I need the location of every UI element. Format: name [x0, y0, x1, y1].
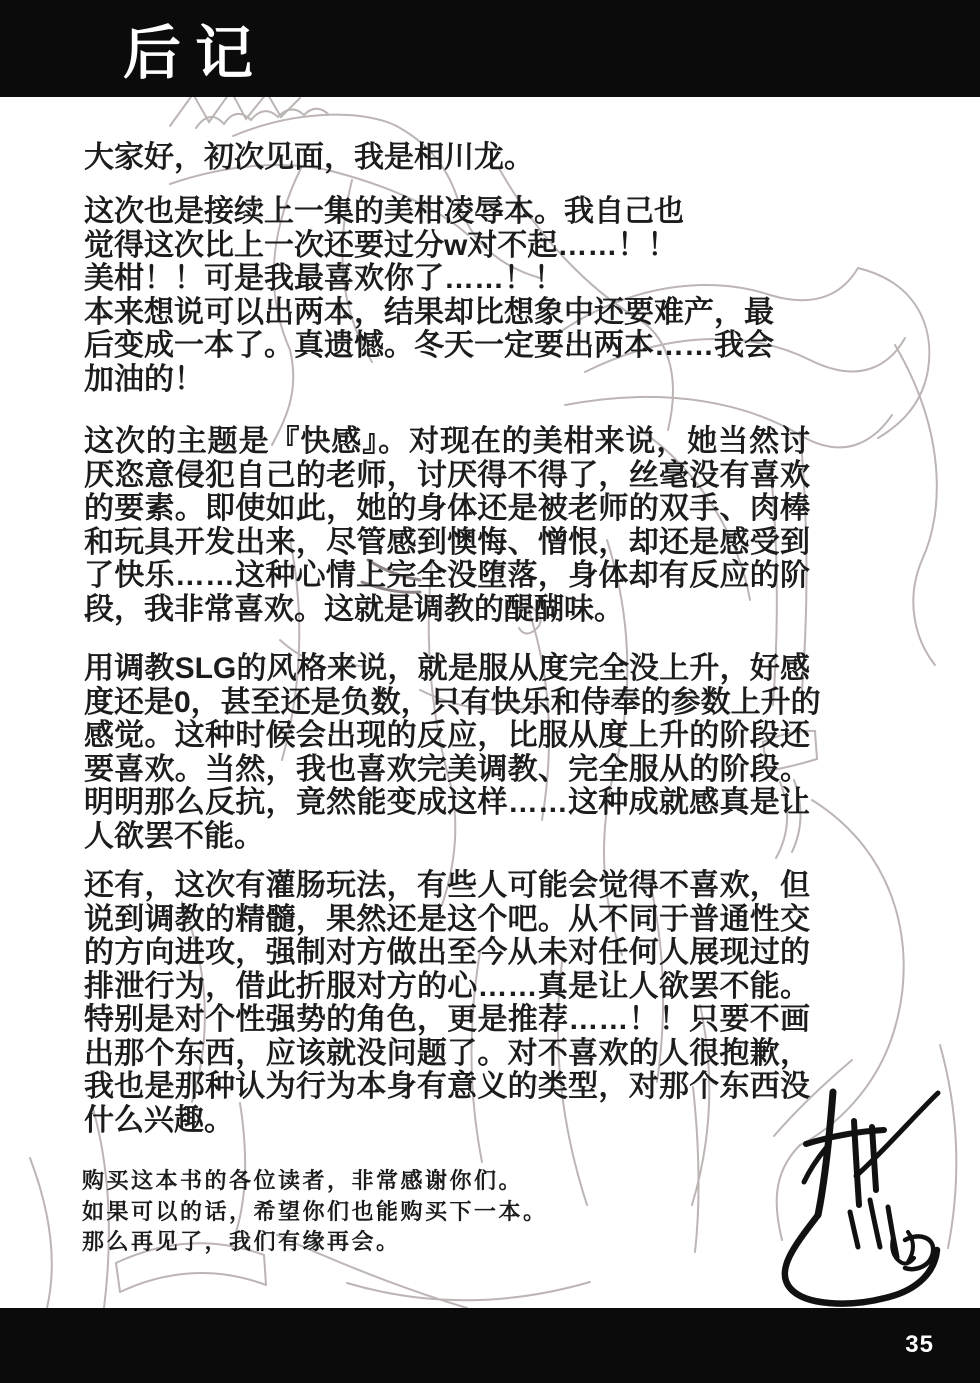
- afterword-line: 用调教SLG的风格来说，就是服从度完全没上升，好感: [84, 652, 810, 685]
- afterword-line: 要喜欢。当然，我也喜欢完美调教、完全服从的阶段。: [84, 752, 810, 786]
- afterword-line: 和玩具开发出来，尽管感到懊悔、憎恨，却还是感受到: [84, 525, 810, 559]
- afterword-line: 段，我非常喜欢。这就是调教的醍醐味。: [84, 592, 624, 626]
- afterword-line: 感觉。这种时候会出现的反应，比服从度上升的阶段还: [84, 719, 810, 752]
- sketch-knee-curve: [347, 1282, 590, 1300]
- afterword-line: 度还是0，甚至还是负数，只有快乐和侍奉的参数上升的: [84, 685, 821, 719]
- afterword-line: 什么兴趣。: [84, 1103, 234, 1137]
- afterword-line: 美柑！！可是我最喜欢你了……！！: [84, 262, 564, 295]
- afterword-line: 特别是对个性强势的角色，更是推荐……！！只要不画: [84, 1003, 810, 1036]
- page-number: 35: [905, 1331, 934, 1358]
- afterword-line: 出那个东西，应该就没问题了。对不喜欢的人很抱歉，: [84, 1036, 810, 1070]
- afterword-line: 厌恣意侵犯自己的老师，讨厌得不得了，丝毫没有喜欢: [84, 458, 810, 492]
- afterword-line: 的方向进攻，强制对方做出至今从未对任何人展现过的: [84, 936, 810, 969]
- afterword-line: 如果可以的话，希望你们也能购买下一本。: [82, 1198, 548, 1224]
- paragraph-theme: [84, 425, 810, 626]
- afterword-line: 排泄行为，借此折服对方的心……真是让人欲罢不能。: [84, 969, 810, 1003]
- afterword-line: 本来想说可以出两本，结果却比想象中还要难产，最: [84, 295, 774, 329]
- header-bar: [0, 0, 980, 97]
- sketch-hair-strand-long: [895, 345, 937, 665]
- sketch-arm-line: [30, 1158, 52, 1308]
- afterword-line: 人欲罢不能。: [84, 819, 264, 853]
- signature-stroke-kawa2: [870, 1200, 880, 1247]
- paragraph-greeting: [84, 141, 810, 175]
- paragraph-intro: [84, 195, 810, 396]
- paragraph-slg: [84, 652, 821, 853]
- afterword-line: 这次的主题是『快感』。对现在的美柑来说，她当然讨: [84, 425, 810, 458]
- afterword-line: 加油的！: [84, 362, 204, 396]
- afterword-line: 说到调教的精髓，果然还是这个吧。从不同于普通性交: [84, 902, 810, 936]
- afterword-line: 觉得这次比上一次还要过分w对不起……！！: [84, 228, 678, 262]
- afterword-line: 的要素。即使如此，她的身体还是被老师的双手、肉棒: [84, 492, 810, 525]
- afterword-line: 我也是那种认为行为本身有意义的类型，对那个东西没: [84, 1070, 810, 1103]
- afterword-line: 后变成一本了。真遗憾。冬天一定要出两本……我会: [84, 329, 774, 362]
- afterword-line: 明明那么反抗，竟然能变成这样……这种成就感真是让: [84, 786, 810, 819]
- footer-bar: [0, 1308, 980, 1383]
- afterword-line: 还有，这次有灌肠玩法，有些人可能会觉得不喜欢，但: [84, 869, 810, 902]
- paragraph-play: [84, 869, 810, 1137]
- artist-signature-illustration: [730, 1070, 980, 1320]
- signature-stroke-flourish: [856, 1093, 938, 1176]
- afterword-line: 大家好，初次见面，我是相川龙。: [84, 141, 534, 174]
- paragraph-closing: [82, 1166, 808, 1258]
- page-title: 后记: [123, 21, 268, 86]
- signature-stroke-kawa1: [850, 1212, 858, 1247]
- afterword-line: 了快乐……这种心情上完全没堕落，身体却有反应的阶: [84, 559, 810, 592]
- afterword-line: 购买这本书的各位读者，非常感谢你们。: [82, 1168, 524, 1193]
- afterword-line: 这次也是接续上一集的美柑凌辱本。我自己也: [84, 195, 684, 228]
- afterword-line: 那么再见了，我们有缘再会。: [82, 1229, 401, 1254]
